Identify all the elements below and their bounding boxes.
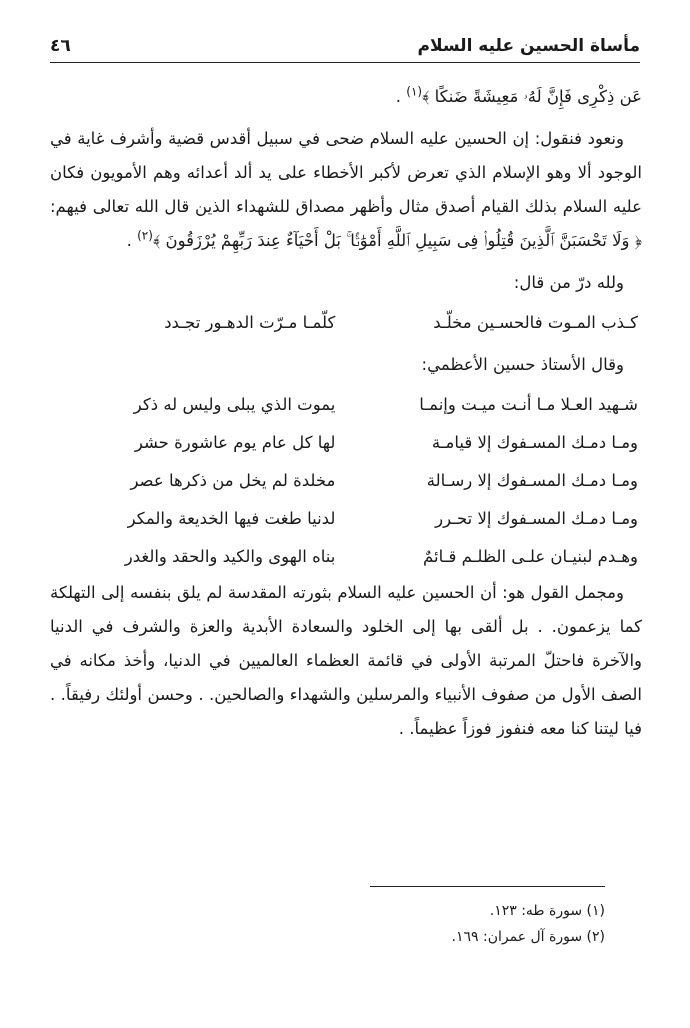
footnotes: [50, 898, 605, 950]
verse-second-half: يموت الذي يبلى وليس له ذكر: [133, 395, 336, 414]
poem-1-intro: ولله درّ من قال:: [513, 273, 624, 292]
paragraph-tail: .: [395, 87, 407, 106]
verse-first-half: ومـا دمـك المسـفوك إلا رسـالة: [426, 471, 638, 490]
poem-1-verse: [50, 304, 642, 342]
verse-first-half: ومـا دمـك المسـفوك إلا قيامـة: [431, 433, 638, 452]
verse-first-half: وهـدم لبنيـان علـى الظلـم قـائمٌ: [423, 547, 638, 566]
verse-first-half: شـهيد العـلا مـا أنـت ميـت وإنمـا: [419, 395, 638, 414]
paragraph-2: [50, 122, 642, 258]
page-body: [50, 80, 642, 754]
poem-2-verse: [50, 424, 642, 462]
verse-second-half: مخلدة لم يخل من ذكرها عصر: [130, 471, 336, 490]
verse-second-half: لها كل عام يوم عاشورة حشر: [134, 433, 336, 452]
paragraph-text: ونعود فنقول: إن الحسين عليه السلام ضحى في سبيل أقدس قضية وأشرف غاية في الوجود ألا وهو الإسلام الذي تعرض لأكبر الأخطاء على يد ألد أعدائه وهم الأمويون فكان عليه السلام بذلك القيام أصدق مثال وأظهر مصداق للشهداء الذين قال الله تعالى فيهم: ﴿ وَلَا تَحْسَبَنَّ ٱلَّذِينَ قُتِلُوا۟ فِى سَبِيلِ ٱللَّهِ أَمْوَٰتًۢا ۚ بَلْ أَحْيَآءٌ عِندَ رَبِّهِمْ يُرْزَقُونَ ﴾: [50, 129, 642, 250]
running-title: مأساة الحسين عليه السلام: [417, 36, 640, 56]
footnote-ref-2: (٢): [137, 228, 153, 243]
poem-2-verse: [50, 500, 642, 538]
poem-2-verse: [50, 462, 642, 500]
quran-verse-end: عَن ذِكْرِى فَإِنَّ لَهُۥ مَعِيشَةً ضَنكًا ﴾: [422, 87, 642, 106]
page-number: ٤٦: [50, 36, 71, 56]
verse-second-half: كلّمـا مـرّت الدهـور تجـدد: [164, 313, 336, 332]
paragraph-tail: .: [126, 231, 138, 250]
verse-second-half: بناه الهوى والكيد والحقد والغدر: [124, 547, 336, 566]
verse-first-half: ومـا دمـك المسـفوك إلا تحـرر: [435, 509, 638, 528]
footnote-divider: [370, 886, 605, 887]
verse-first-half: كـذب المـوت فالحسـين مخلّـد: [433, 313, 638, 332]
footnote-ref-1: (١): [406, 84, 423, 99]
closing-paragraph: ومجمل القول هو: أن الحسين عليه السلام بثورته المقدسة لم يلق بنفسه إلى التهلكة كما يزعمون. . بل ألقى بها إلى الخلود والسعادة الأبدية والعزة والشرف في الدنيا والآخرة فاحتلّ المرتبة الأولى في قائمة العظماء العالميين في الدنيا، وأخذ مكانه في الصف الأول من صفوف الأنبياء والمرسلين والشهداء والصالحين. . وحسن أولئك رفيقاً. . فيا ليتنا كنا معه فنفوز فوزاً عظيماً. .: [50, 583, 642, 738]
page-header: [50, 30, 640, 63]
footnote-1: (١) سورة طه: ١٢٣.: [489, 903, 605, 919]
poem-2-verse: [50, 538, 642, 576]
verse-second-half: لدنيا طغت فيها الخديعة والمكر: [127, 509, 336, 528]
poem-2-verse: [50, 386, 642, 424]
paragraph-1: [50, 80, 642, 114]
footnote-2: (٢) سورة آل عمران: ١٦٩.: [451, 929, 605, 945]
poem-2-intro: وقال الأستاذ حسين الأعظمي:: [421, 355, 624, 374]
